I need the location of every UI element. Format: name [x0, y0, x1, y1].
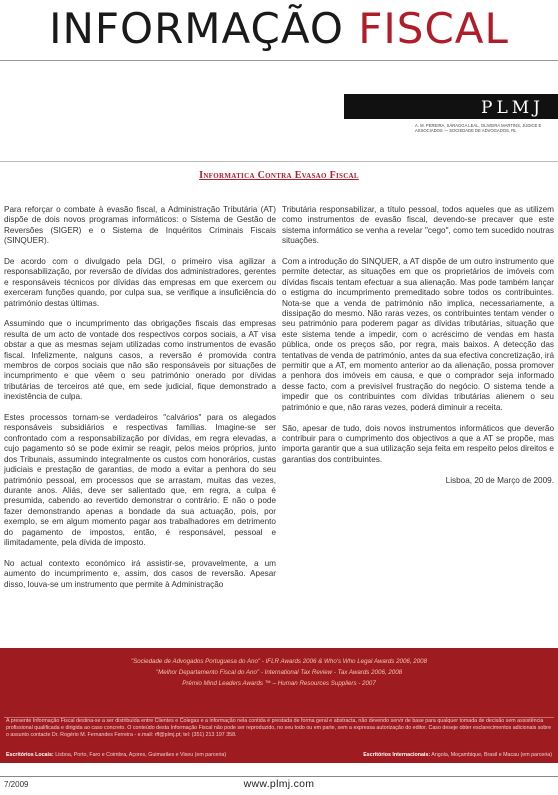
award-line: "Sociedade de Advogados Portuguesa do Ano" - IFLR Awards 2006 & Who's Who Legal Awards 2006, 2008 — [130, 658, 428, 665]
paragraph: Assumindo que o incumprimento das obrigações fiscais das empresas resulta de um acto de vontade dos respectivos corpos sociais, a AT visa obstar a que as mesmas sejam utilizadas como instrumentos de evasão fiscal. Infelizmente, nalguns casos, a reversão é promovida contra membros de corpos sociais que não são responsáveis por situações de incumprimento e que vêem o seu património onerado por dívidas tributárias de terceiros até que, em sede judicial, fique demonstrado a inexistência de culpa. — [4, 319, 276, 402]
masthead-word-1: INFORMAÇÃO — [49, 4, 344, 53]
local-offices-label: Escritórios Locais: — [6, 752, 54, 758]
international-offices — [363, 752, 552, 758]
left-column — [4, 205, 276, 600]
firm-name-line: A. M. PEREIRA, SÁRAGGA LEAL, OLIVEIRA MARTINS, JÚDICE E ASSOCIADOS — SOCIEDADE DE ADVOGADOS, RL — [415, 123, 542, 133]
issue-number: 7/2009 — [4, 780, 29, 789]
masthead-title — [0, 4, 558, 54]
right-column — [282, 205, 554, 496]
top-divider — [0, 60, 558, 61]
signoff-date: Lisboa, 20 de Março de 2009. — [445, 475, 554, 485]
paragraph: Para reforçar o combate à evasão fiscal, a Administração Tributária (AT) dispõe de dois novos programas informáticos: o Sistema de Gestão de Reversões (SIGER) e o Sistema de Inquéritos Criminais Fiscais (SINQUER). — [4, 205, 276, 246]
paragraph: Estes processos tornam-se verdadeiros "calvários" para os alegados responsáveis subsidiários e respectivas famílias. Imagine-se ser confrontado com a responsabilização por dívidas, em regra elevadas, a cujo pagamento só se pode eximir se reagir, pelos meios próprios, junto dos Tribunais, assumindo integralmente os custos com honorários, custas judiciais e prestação de garantias, de modo a evitar a penhora do seu património pessoal, em processos que se arrastam, muitas das vezes, durante anos. Aliás, deve ser salientado que, em regra, a culpa é presumida, cabendo ao revertido demonstrar o contrário. E não o pode fazer demonstrando apenas a bondade da sua actuação, pois, por exemplo, se em algum momento pagar aos trabalhadores em detrimento do pagamento de impostos, então, é responsável, pessoal e ilimitadamente, pela dívida de imposto. — [4, 413, 276, 547]
local-offices — [6, 752, 226, 758]
website-link[interactable]: www.plmj.com — [243, 778, 315, 790]
paragraph: Com a introdução do SINQUER, a AT dispõe de um outro instrumento que permite detectar, as situações em que os proprietários de imóveis com dívidas fiscais tentam efectuar a sua alienação. Mas pode também lançar o estigma do incumprimento premeditado sobre todos os contribuintes. Nota-se que a venda de património não implica, necessariamente, a dissipação do mesmo. Não raras vezes, os contribuintes tentam vender o seu património para poderem pagar as dívidas tributárias, situação que este sistema tende a impedir, com o acréscimo de vendas em hasta pública, onde os preços são, por regra, mais baixos. A detecção das tentativas de venda de património, antes da sua efectiva concretização, irá permitir que a AT, em momento anterior ao da alienação, possa promover a penhora dos imóveis em causa, e que o comprador seja informado desse facto, com a previsível frustração do negócio. O sistema tende a impedir que os contribuintes com dívidas tributárias alienem o seu património e que, não raras vezes, poderá diminuir a receita. — [282, 257, 554, 412]
paragraph: Tributária responsabilizar, a título pessoal, todos aqueles que as utilizem como instrumentos de evasão fiscal, devendo-se precaver que este sistema informático se venha a revelar "cego", como tem sucedido noutras situações. — [282, 205, 554, 246]
paragraph: De acordo com o divulgado pela DGI, o primeiro visa agilizar a responsabilização, por reversão de dívidas dos administradores, gerentes e responsáveis técnicos por dívidas das empresas em que exercem ou exerceram funções quando, por culpa sua, se verifique a insuficiência do património destas últimas. — [4, 257, 276, 308]
article-title: Informatica Contra Evasao Fiscal — [199, 170, 359, 181]
award-line: Prémio Mind Leaders Awards ™ – Human Resources Suppliers - 2007 — [182, 680, 376, 687]
local-offices-value: Lisboa, Porto, Faro e Coimbra, Açores, Guimarães e Viseu (em parceria) — [55, 752, 227, 758]
footer-divider — [0, 776, 558, 777]
footer-band — [0, 648, 558, 763]
award-line: "Melhor Departamento Fiscal do Ano" - International Tax Review - Tax Awards 2006, 2008 — [155, 669, 403, 676]
awards-list — [0, 656, 558, 689]
offices-line — [6, 752, 552, 758]
intl-offices-label: Escritórios Internacionais: — [363, 752, 431, 758]
disclaimer-text: A presente Informação Fiscal destina-se a ser distribuída entre Clientes e Colegas e a informação nela contida é prestada de forma geral e abstracta, não devendo servir de base para qualquer tomada de decisão sem assistência profissional qualificada e dirigida ao caso concreto. O conteúdo desta Informação Fiscal não pode ser reproduzido, no seu todo ou em parte, sem a expressa autorização do editor. Caso deseje obter esclarecimentos adicionais sobre o assunto contacte Dr. Rogério M. Fernandes Ferreira - e.mail: rff@plmj.pt; tel: (351) 213 197 358. — [6, 718, 552, 738]
masthead-word-2: FISCAL — [358, 4, 509, 53]
header-divider — [0, 161, 558, 162]
plmj-logo — [344, 94, 558, 119]
intl-offices-value: Angola, Moçambique, Brasil e Macau (em parceria) — [431, 752, 552, 758]
paragraph: São, apesar de tudo, dois novos instrumentos informáticos que deverão contribuir para o cumprimento dos objectivos a que a AT se propõe, mas importa garantir que a sua utilização seja feita em respeito pelos direitos e garantias dos contribuintes. — [282, 423, 554, 464]
logo-text: PLMJ — [481, 98, 544, 118]
paragraph: No actual contexto económico irá assistir-se, provavelmente, a um aumento do incumprimento e, assim, dos casos de reversão. Apesar disso, louva-se um instrumento que permite à Administração — [4, 558, 276, 589]
